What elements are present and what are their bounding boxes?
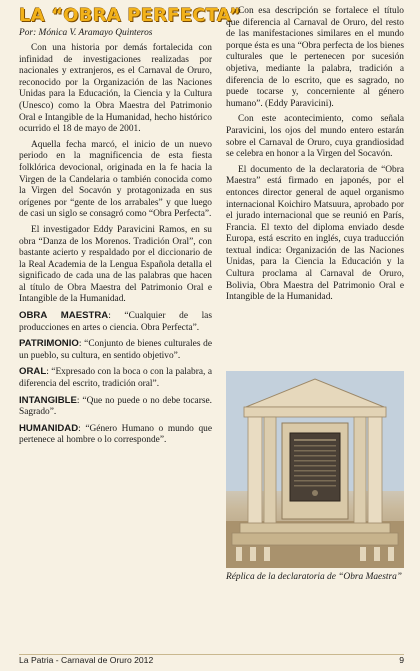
definition-intangible	[19, 395, 212, 419]
definition-term: INTANGIBLE	[19, 394, 77, 406]
paragraph: Con una historia por demás fortalecida con infinidad de investigaciones realizadas por nacionales y extranjeros, es el Carnaval de Oruro, reconocido por la Organización de las Naciones Unidas para la Educación, la Ciencia y la Cultura (Unesco) como la Obra Maestra del Patrimonio Oral e Intangible de la Humanidad, hecho histórico ocurrido el 18 de mayo de 2001.	[19, 43, 212, 135]
right-column	[226, 6, 404, 308]
paragraph: El investigador Eddy Paravicini Ramos, en su obra “Danza de los Morenos. Tradición Oral”, con bastante acierto y respaldado por el diccionario de la Real Academia de la Lengua Española detalla el significado de cada una de las palabras que hacen al título de Obra Maestra del Patrimonio Oral e Intangible de la Humanidad.	[19, 224, 212, 305]
page-footer	[0, 654, 420, 668]
definition-text: : “Género Humano o mundo que pertenece al hombre o lo corresponde”.	[19, 423, 212, 446]
paragraph: El documento de la declaratoria de “Obra Maestra” está firmado en japonés, por el entonces director general de aquel organismo internacional Koichiro Matsuura, aprobado por el jurado internacional que se reunió en París, Francia. El texto del diploma enviado desde Europa, está escrito en inglés, cuya traducción textual indica: Organización de las Naciones Unidas, para la Ciencia la Educación y la Cultura proclama al Carnaval de Oruro, Bolivia, Obra Maestra del Patrimonio Oral e Intangible de la Humanidad.	[226, 164, 404, 303]
definition-oral	[19, 366, 212, 390]
monument-photo	[226, 371, 404, 568]
monument-photo-icon	[226, 371, 404, 568]
definition-text: : “Conjunto de bienes culturales de un pueblo, su cultura, en sentido objetivo”.	[19, 339, 212, 361]
definition-term: HUMANIDAD	[19, 422, 79, 434]
page-number: 9	[399, 655, 404, 665]
definition-patrimonio	[19, 338, 212, 362]
footer-publication: La Patria - Carnaval de Oruro 2012	[19, 655, 154, 665]
definition-term: PATRIMONIO	[19, 338, 79, 350]
definition-text: : “Que no puede o no debe tocarse. Sagrado”.	[19, 395, 212, 418]
definition-text: : “Expresado con la boca o con la palabra, a diferencia del escrito, tradición oral”.	[19, 367, 212, 390]
definition-term: ORAL	[19, 366, 47, 378]
left-column	[19, 5, 242, 451]
paragraph: Con esa descripción se fortalece el título que diferencia al Carnaval de Oruro, del resto de las manifestaciones similares en el mundo porque ésta es una “Obra perfecta de los bienes culturales que le pertenecen por sucesión objetiva, mediante la palabra, tradición a diferencia de lo escrito, que es sagrado, no puede tocarse y, concerniente al género humano”. (Eddy Paravicini).	[226, 6, 404, 109]
article-byline: Por: Mónica V. Aramayo Quinteros	[19, 28, 153, 38]
photo-caption: Réplica de la declaratoria de “Obra Maestra”	[226, 572, 403, 582]
definition-humanidad	[19, 423, 212, 447]
definition-term: OBRA MAESTRA	[19, 310, 109, 322]
definition-obra-maestra	[19, 310, 212, 334]
definition-text: : “Cualquier de las producciones en artes o ciencia. Obra Perfecta”.	[19, 311, 212, 333]
paragraph: Aquella fecha marcó, el inicio de un nuevo periodo en la magnificencia de esta fiesta folklórica devocional, originada en la fe hacia la Virgen de la Candelaria o también conocida como la Virgen del Socavón y protagonizada en sus orígenes por “gente de los arrabales” y que luego de casi un siglo se consagró como “Obra Perfecta”.	[19, 139, 212, 220]
paragraph: Con este acontecimiento, como señala Paravicini, los ojos del mundo entero estarán sobre el Carnaval de Oruro, cuya grandiosidad se celebra en honor a la Virgen del Socavón.	[226, 114, 404, 160]
article-title: LA “OBRA PERFECTA”	[19, 5, 242, 26]
